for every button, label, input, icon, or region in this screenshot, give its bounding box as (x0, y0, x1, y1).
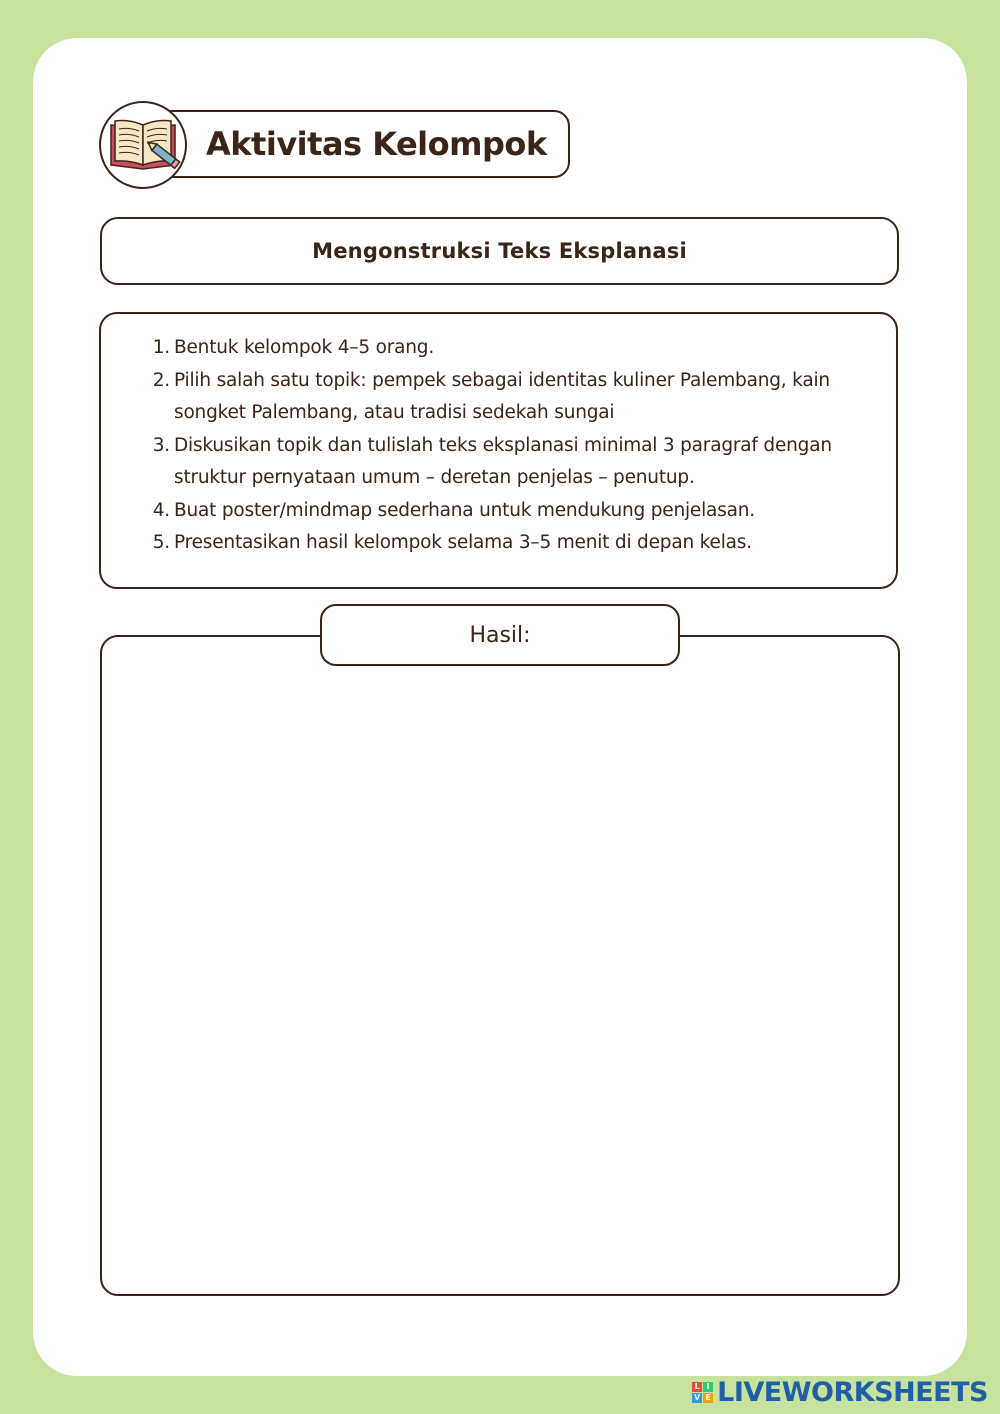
logo-letter: V (694, 1393, 701, 1402)
instruction-text: Buat poster/mindmap sederhana untuk mendukung penjelasan. (174, 499, 755, 521)
instructions-list (145, 332, 865, 560)
instruction-number: 4. (152, 499, 170, 521)
section-subtitle: Mengonstruksi Teks Eksplanasi (312, 239, 687, 263)
instruction-item (145, 430, 865, 495)
result-answer-box[interactable] (100, 635, 900, 1296)
instruction-item (145, 495, 865, 528)
instruction-text: Pilih salah satu topik: pempek sebagai identitas kuliner Palembang, kain songket Palembang, atau tradisi sedekah sungai (174, 369, 830, 423)
instructions-box (99, 312, 898, 589)
result-label: Hasil: (469, 622, 531, 648)
instruction-text: Presentasikan hasil kelompok selama 3–5 menit di depan kelas. (174, 532, 752, 553)
liveworksheets-logo-icon (692, 1382, 713, 1403)
instruction-number: 3. (152, 434, 170, 456)
logo-letter: E (703, 1393, 713, 1403)
brand-name: LIVEWORKSHEETS (717, 1377, 988, 1408)
subtitle-box (100, 217, 899, 285)
instruction-item (145, 332, 865, 365)
book-pencil-icon (107, 115, 181, 177)
logo-letter: L (692, 1382, 702, 1392)
page-title: Aktivitas Kelompok (206, 125, 547, 163)
header-icon-circle (99, 101, 187, 189)
instruction-number: 1. (152, 337, 170, 358)
liveworksheets-brand[interactable] (692, 1377, 988, 1408)
instruction-item (145, 365, 865, 430)
instruction-number: 5. (152, 532, 170, 553)
instruction-text: Bentuk kelompok 4–5 orang. (174, 337, 435, 358)
result-label-pill (320, 604, 680, 666)
result-answer-area[interactable] (110, 677, 890, 1286)
logo-letter: I (703, 1382, 713, 1392)
instruction-text: Diskusikan topik dan tulislah teks eksplanasi minimal 3 paragraf dengan struktur pernyataan umum – deretan penjelas – penutup. (174, 434, 832, 488)
instruction-item (145, 527, 865, 560)
instruction-number: 2. (152, 369, 170, 391)
